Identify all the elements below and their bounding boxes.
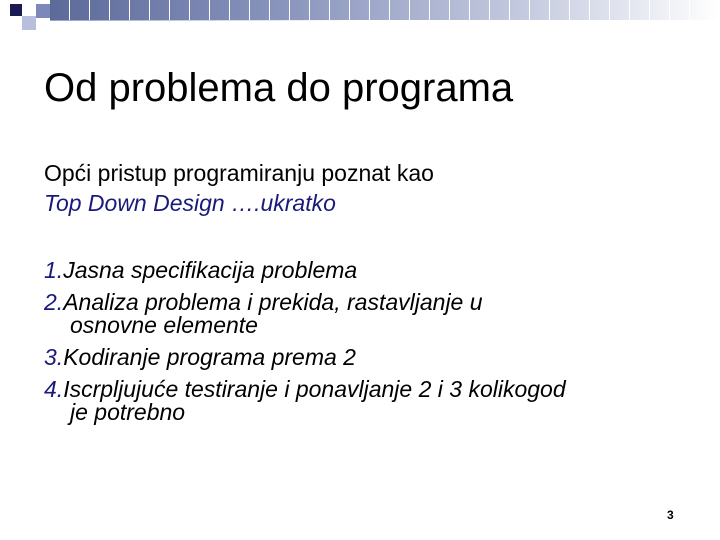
- step-text-continued: osnovne elemente: [70, 312, 258, 338]
- decor-square-light: [22, 16, 36, 30]
- header-gradient-band: [50, 0, 720, 20]
- step-number: 3.: [44, 344, 64, 370]
- decor-square-dark: [10, 4, 22, 16]
- intro-line-1: Opći pristup programiranju poznat kao: [44, 160, 434, 186]
- step-3: [44, 345, 704, 370]
- step-text: Kodiranje programa prema 2: [63, 344, 356, 370]
- slide-title: Od problema do programa: [44, 66, 514, 110]
- step-number: 4.: [44, 376, 64, 402]
- step-text: Iscrpljujuće testiranje i ponavljanje 2 i 3 kolikogod: [63, 376, 566, 402]
- intro-text: [44, 158, 434, 218]
- step-2: [44, 290, 704, 338]
- intro-line-2: Top Down Design ….ukratko: [44, 190, 336, 216]
- step-number: 2.: [44, 289, 64, 315]
- steps-list: [44, 258, 704, 432]
- step-text: Analiza problema i prekida, rastavljanje u: [63, 289, 483, 315]
- step-1: [44, 258, 704, 283]
- step-text-continued: je potrebno: [70, 399, 186, 425]
- page-number: 3: [667, 508, 674, 522]
- step-4: [44, 377, 704, 425]
- step-number: 1.: [44, 257, 64, 283]
- step-text: Jasna specifikacija problema: [63, 257, 358, 283]
- decor-square-mid: [36, 4, 50, 18]
- header-gradient-line: [50, 20, 350, 21]
- header-decoration: [0, 0, 720, 44]
